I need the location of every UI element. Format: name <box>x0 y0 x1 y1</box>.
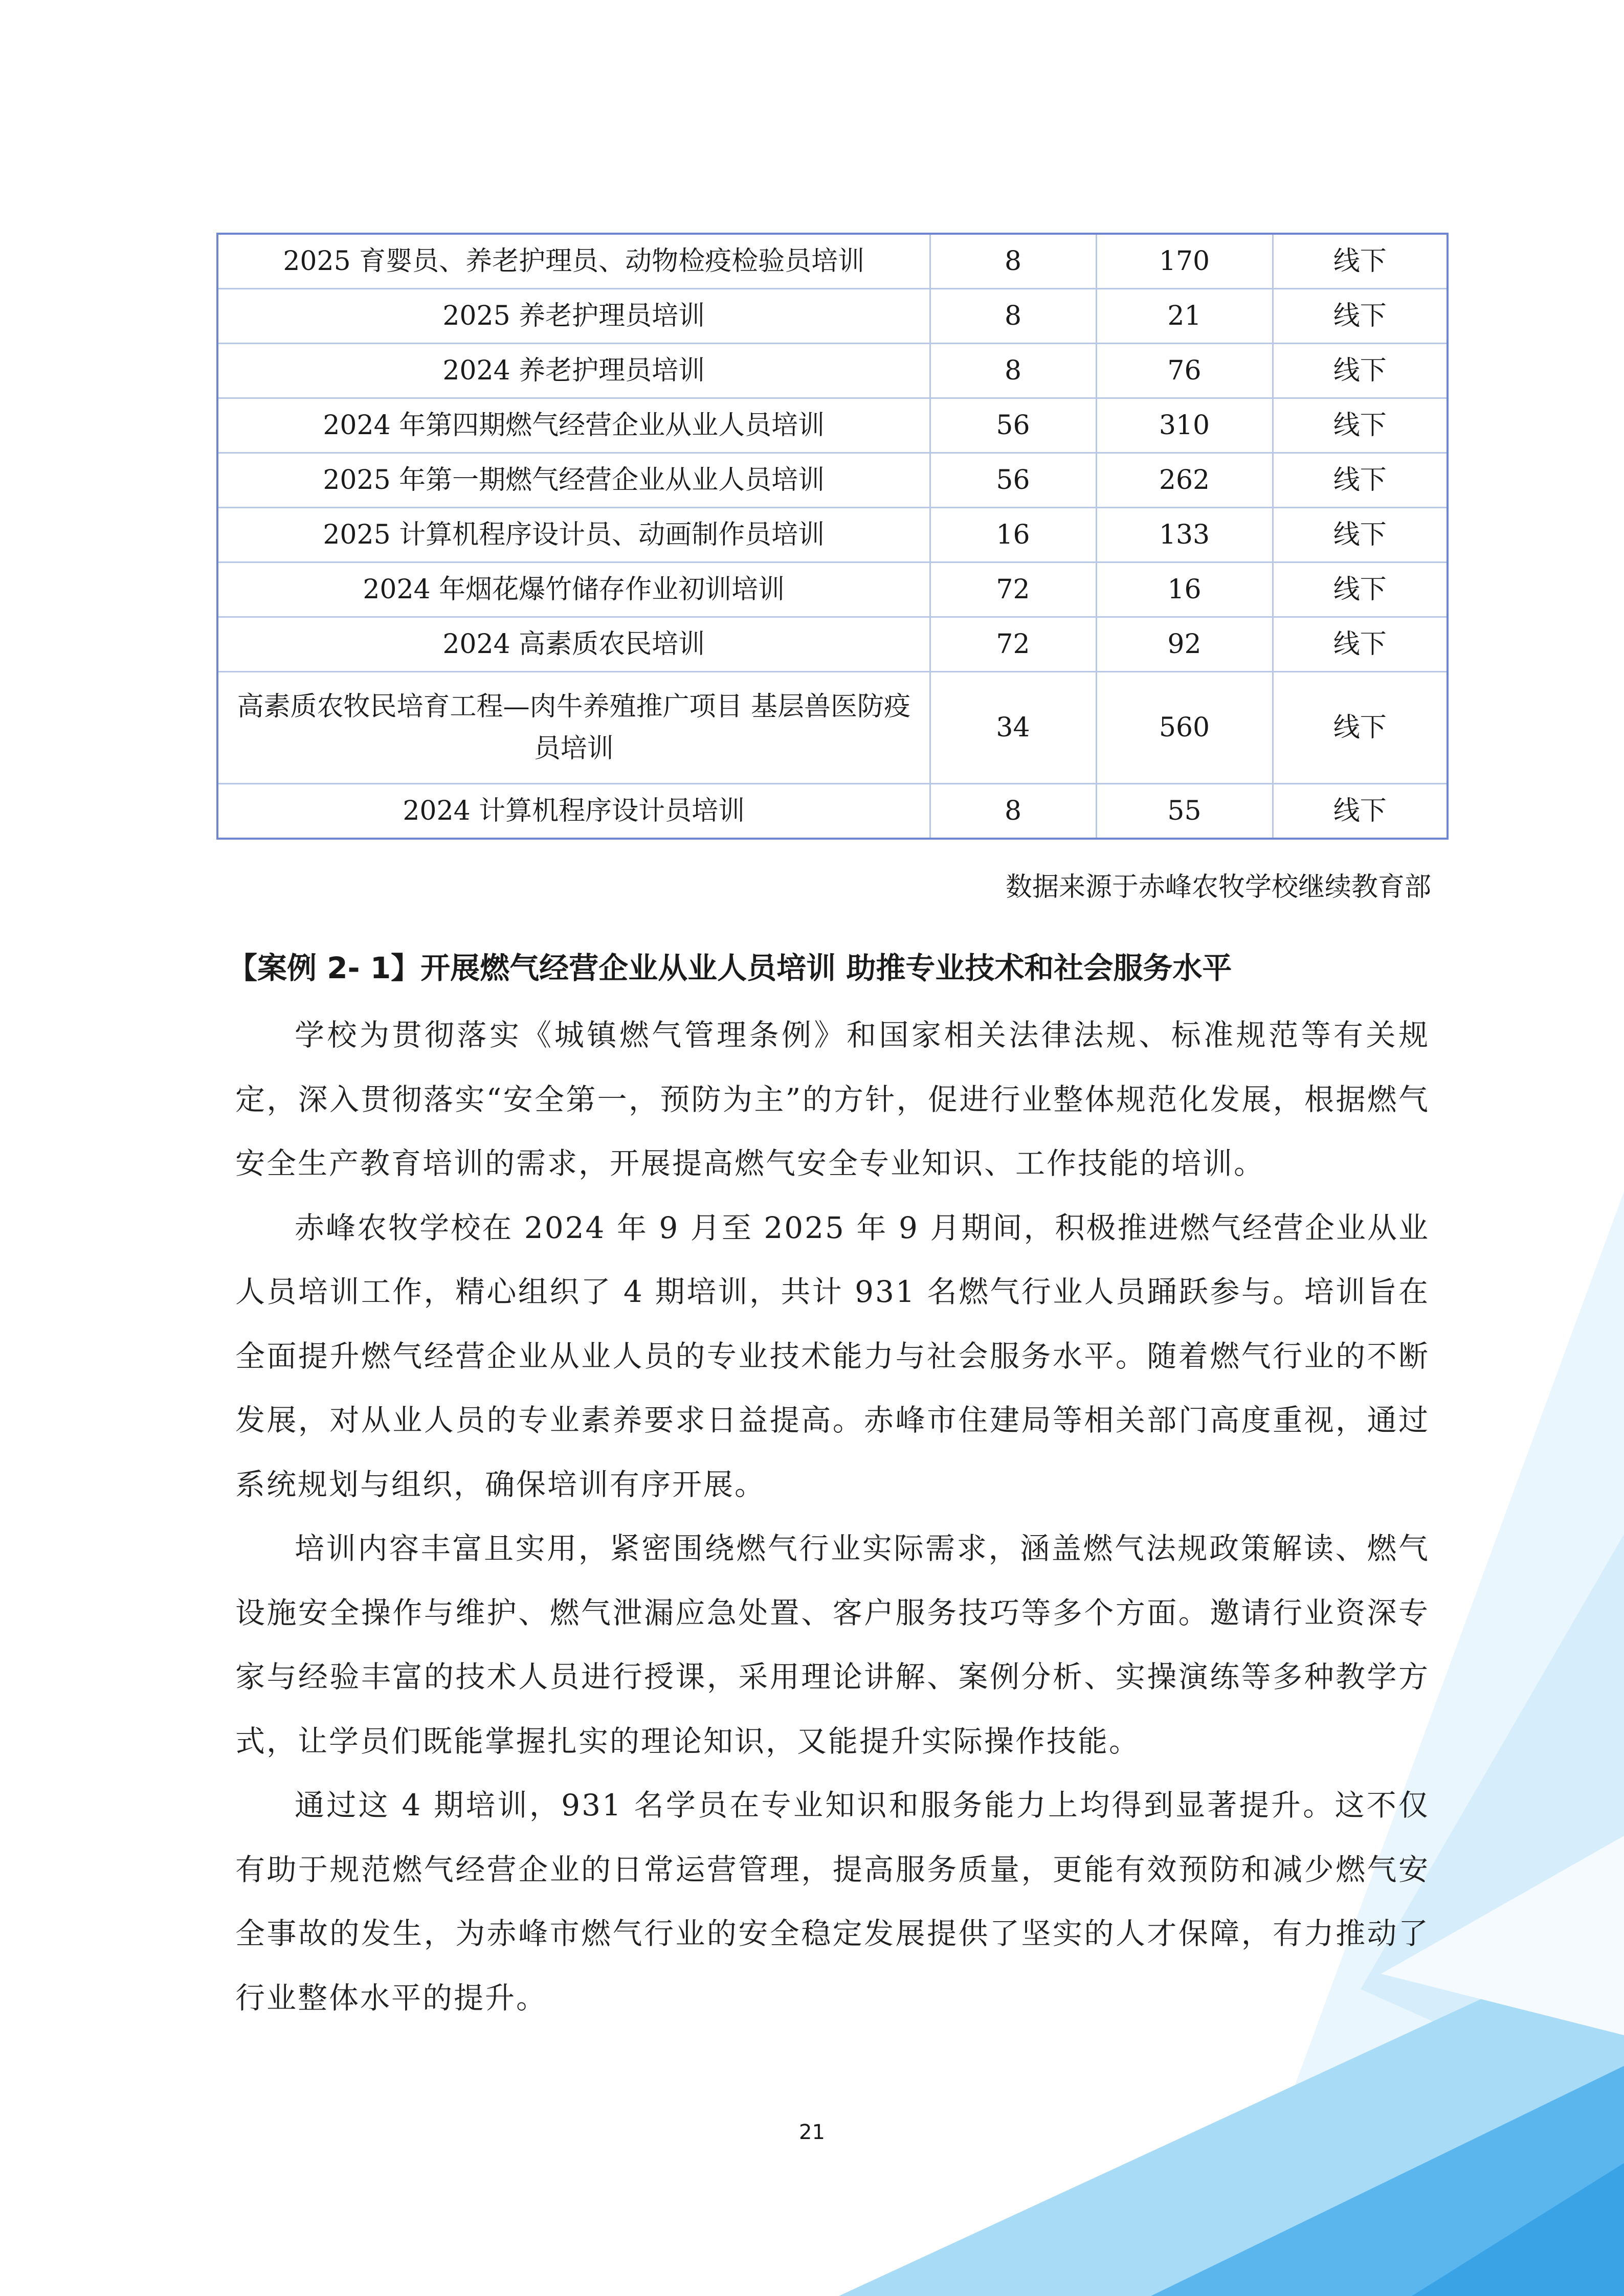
mode-cell: 线下 <box>1273 344 1448 398</box>
training-table <box>216 233 1449 840</box>
count-cell: 170 <box>1096 234 1273 289</box>
count-cell: 133 <box>1096 508 1273 562</box>
mode-cell: 线下 <box>1273 672 1448 784</box>
training-name-cell: 2025 育婴员、养老护理员、动物检疫检验员培训 <box>217 234 930 289</box>
training-name-cell: 2024 高素质农民培训 <box>217 617 930 672</box>
hours-cell: 72 <box>930 617 1096 672</box>
hours-cell: 72 <box>930 562 1096 617</box>
training-name-cell: 2024 年烟花爆竹储存作业初训培训 <box>217 562 930 617</box>
table-row <box>217 344 1448 398</box>
paragraph: 赤峰农牧学校在 2024 年 9 月至 2025 年 9 月期间，积极推进燃气经营企业从业人员培训工作，精心组织了 4 期培训，共计 931 名燃气行业人员踊跃参与。培训旨在全面提升燃气经营企业从业人员的专业技术能力与社会服务水平。随着燃气行业的不断发展，对从业人员的专业素养要求日益提高。赤峰市住建局等相关部门高度重视，通过系统规划与组织，确保培训有序开展。 <box>235 1210 1430 1502</box>
count-cell: 560 <box>1096 672 1273 784</box>
training-name-cell: 高素质农牧民培育工程—肉牛养殖推广项目 基层兽医防疫员培训 <box>217 672 930 784</box>
page-number: 21 <box>799 2121 825 2144</box>
hours-cell: 8 <box>930 289 1096 344</box>
count-cell: 21 <box>1096 289 1273 344</box>
count-cell: 76 <box>1096 344 1273 398</box>
mode-cell: 线下 <box>1273 234 1448 289</box>
case-title: 【案例 2- 1】开展燃气经营企业从业人员培训 助推专业技术和社会服务水平 <box>228 951 1232 985</box>
training-name-cell: 2025 养老护理员培训 <box>217 289 930 344</box>
table-row <box>217 672 1448 784</box>
count-cell: 92 <box>1096 617 1273 672</box>
paragraph: 学校为贯彻落实《城镇燃气管理条例》和国家相关法律法规、标准规范等有关规定，深入贯彻落实“安全第一，预防为主”的方针，促进行业整体规范化发展，根据燃气安全生产教育培训的需求，开展提高燃气安全专业知识、工作技能的培训。 <box>235 1018 1430 1181</box>
hours-cell: 16 <box>930 508 1096 562</box>
count-cell: 16 <box>1096 562 1273 617</box>
hours-cell: 56 <box>930 453 1096 508</box>
mode-cell: 线下 <box>1273 453 1448 508</box>
mode-cell: 线下 <box>1273 398 1448 453</box>
hours-cell: 8 <box>930 344 1096 398</box>
count-cell: 310 <box>1096 398 1273 453</box>
mode-cell: 线下 <box>1273 508 1448 562</box>
mode-cell: 线下 <box>1273 562 1448 617</box>
training-name-cell: 2024 养老护理员培训 <box>217 344 930 398</box>
case-body <box>235 1003 1430 2030</box>
table-row <box>217 562 1448 617</box>
mode-cell: 线下 <box>1273 784 1448 839</box>
count-cell: 262 <box>1096 453 1273 508</box>
mode-cell: 线下 <box>1273 617 1448 672</box>
table-row <box>217 234 1448 289</box>
hours-cell: 34 <box>930 672 1096 784</box>
mode-cell: 线下 <box>1273 289 1448 344</box>
paragraph: 培训内容丰富且实用，紧密围绕燃气行业实际需求，涵盖燃气法规政策解读、燃气设施安全操作与维护、燃气泄漏应急处置、客户服务技巧等多个方面。邀请行业资深专家与经验丰富的技术人员进行授课，采用理论讲解、案例分析、实操演练等多种教学方式，让学员们既能掌握扎实的理论知识，又能提升实际操作技能。 <box>235 1531 1430 1759</box>
hours-cell: 8 <box>930 784 1096 839</box>
training-name-cell: 2024 年第四期燃气经营企业从业人员培训 <box>217 398 930 453</box>
hours-cell: 8 <box>930 234 1096 289</box>
training-name-cell: 2025 计算机程序设计员、动画制作员培训 <box>217 508 930 562</box>
training-name-cell: 2025 年第一期燃气经营企业从业人员培训 <box>217 453 930 508</box>
hours-cell: 56 <box>930 398 1096 453</box>
paragraph: 通过这 4 期培训，931 名学员在专业知识和服务能力上均得到显著提升。这不仅有助于规范燃气经营企业的日常运营管理，提高服务质量，更能有效预防和减少燃气安全事故的发生，为赤峰市燃气行业的安全稳定发展提供了坚实的人才保障，有力推动了行业整体水平的提升。 <box>235 1788 1430 2015</box>
count-cell: 55 <box>1096 784 1273 839</box>
table-source-note: 数据来源于赤峰农牧学校继续教育部 <box>1005 872 1431 903</box>
table-row <box>217 289 1448 344</box>
training-name-cell: 2024 计算机程序设计员培训 <box>217 784 930 839</box>
table-row <box>217 398 1448 453</box>
table-row <box>217 617 1448 672</box>
table-row <box>217 453 1448 508</box>
table-row <box>217 508 1448 562</box>
table-row <box>217 784 1448 839</box>
